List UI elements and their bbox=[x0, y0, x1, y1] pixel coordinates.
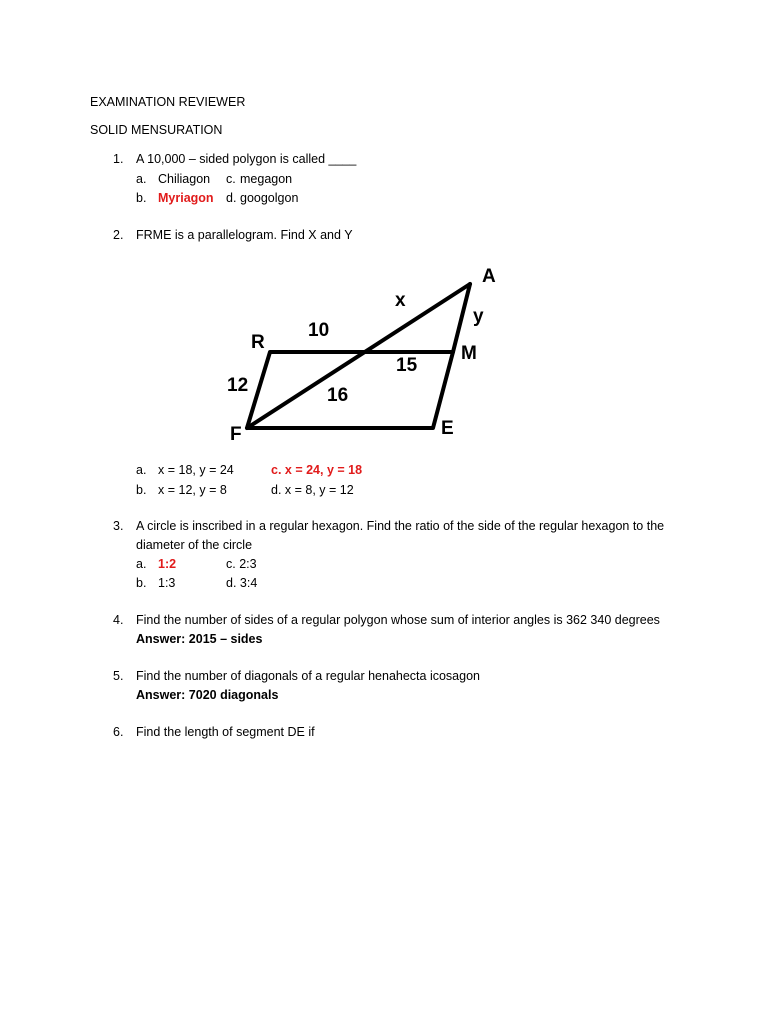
option-letter: b. bbox=[136, 576, 147, 590]
option-letter: c. bbox=[226, 172, 236, 186]
question-text: FRME is a parallelogram. Find X and Y bbox=[136, 228, 353, 242]
question-number: 6. bbox=[113, 725, 124, 739]
question-text: Find the length of segment DE if bbox=[136, 725, 315, 739]
option-a: x = 18, y = 24 bbox=[158, 463, 234, 477]
label-m: M bbox=[461, 343, 477, 364]
diagonal-fa bbox=[247, 284, 470, 428]
answer-text: Answer: 2015 – sides bbox=[136, 632, 263, 646]
option-b-correct: Myriagon bbox=[158, 191, 214, 205]
option-letter: b. bbox=[136, 191, 147, 205]
option-a-correct: 1:2 bbox=[158, 557, 177, 571]
question-number: 2. bbox=[113, 228, 124, 242]
question-text: A 10,000 – sided polygon is called ____ bbox=[136, 152, 357, 166]
option-b: 1:3 bbox=[158, 576, 176, 590]
answer-text: Answer: 7020 diagonals bbox=[136, 688, 279, 702]
question-text: Find the number of sides of a regular polygon whose sum of interior angles is 362 340 degrees bbox=[136, 613, 660, 627]
label-y: y bbox=[473, 306, 484, 327]
label-x: x bbox=[395, 290, 406, 311]
option-letter: b. bbox=[136, 483, 147, 497]
label-length-10: 10 bbox=[308, 320, 330, 341]
option-c: c. 2:3 bbox=[226, 557, 257, 571]
option-letter: a. bbox=[136, 172, 147, 186]
label-length-12: 12 bbox=[227, 375, 249, 396]
document-title: EXAMINATION REVIEWER bbox=[90, 95, 246, 109]
label-length-15: 15 bbox=[396, 355, 418, 376]
question-text: Find the number of diagonals of a regular henahecta icosagon bbox=[136, 669, 480, 683]
question-number: 5. bbox=[113, 669, 124, 683]
document-subject: SOLID MENSURATION bbox=[90, 123, 223, 137]
label-f: F bbox=[230, 424, 242, 445]
option-c-correct: c. x = 24, y = 18 bbox=[271, 463, 363, 477]
question-number: 3. bbox=[113, 519, 124, 533]
parallelogram-figure bbox=[0, 0, 768, 460]
label-e: E bbox=[441, 418, 454, 439]
label-a: A bbox=[482, 266, 496, 287]
label-length-16: 16 bbox=[327, 385, 349, 406]
option-b: x = 12, y = 8 bbox=[158, 483, 227, 497]
option-letter: d. bbox=[226, 191, 237, 205]
question-number: 1. bbox=[113, 152, 124, 166]
option-c: megagon bbox=[240, 172, 293, 186]
question-number: 4. bbox=[113, 613, 124, 627]
option-letter: a. bbox=[136, 463, 147, 477]
option-letter: a. bbox=[136, 557, 147, 571]
option-d: googolgon bbox=[240, 191, 299, 205]
option-a: Chiliagon bbox=[158, 172, 211, 186]
label-r: R bbox=[251, 332, 265, 353]
option-d: d. x = 8, y = 12 bbox=[271, 483, 354, 497]
option-d: d. 3:4 bbox=[226, 576, 258, 590]
question-text-line-2: diameter of the circle bbox=[136, 538, 253, 552]
question-text-line-1: A circle is inscribed in a regular hexagon. Find the ratio of the side of the regular hexagon to the bbox=[136, 519, 665, 533]
